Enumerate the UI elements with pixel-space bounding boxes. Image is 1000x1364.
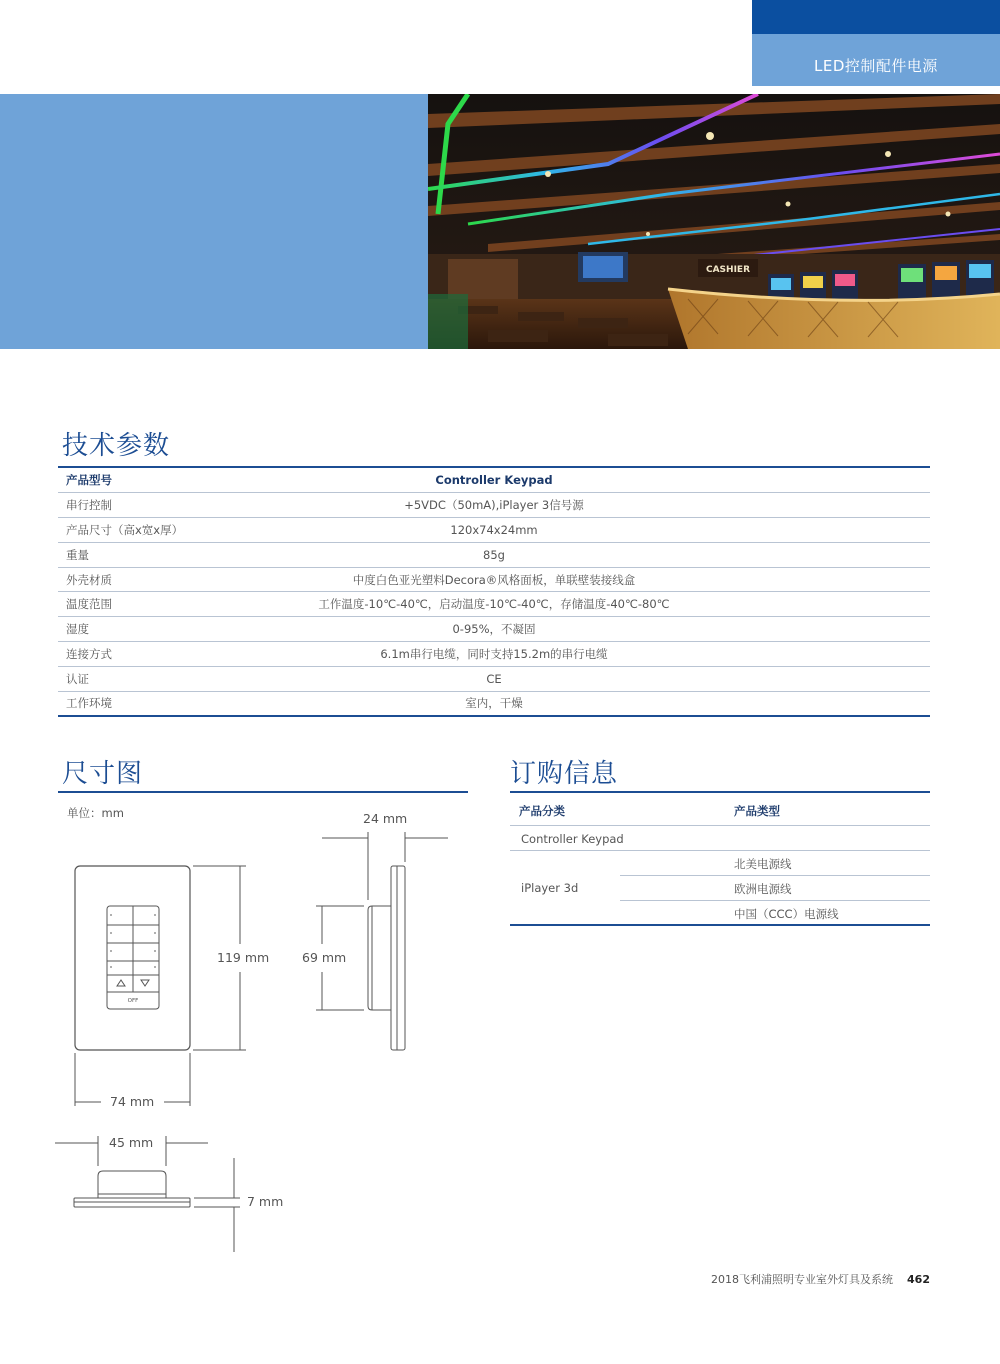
arrow-up-icon bbox=[117, 980, 125, 986]
spec-value: 工作温度-10℃-40℃，启动温度-10℃-40℃，存储温度-40℃-80℃ bbox=[268, 592, 930, 617]
width-dim-label: 74 mm bbox=[110, 1094, 155, 1109]
spec-key: 湿度 bbox=[58, 617, 268, 642]
order-col-category: 产品分类 bbox=[519, 804, 565, 818]
spec-value: 室内，干燥 bbox=[268, 691, 930, 716]
spec-value: 6.1m串行电缆，同时支持15.2m的串行电缆 bbox=[268, 642, 930, 667]
spec-head-value: Controller Keypad bbox=[268, 468, 930, 493]
spec-key: 温度范围 bbox=[58, 592, 268, 617]
dimension-section-title: 尺寸图 bbox=[62, 759, 144, 789]
order-col-type: 产品类型 bbox=[734, 804, 780, 818]
order-section-title: 订购信息 bbox=[510, 759, 619, 789]
order-type: 中国（CCC）电源线 bbox=[734, 907, 839, 921]
order-title-rule bbox=[510, 791, 930, 793]
keypad-side-plate bbox=[391, 866, 405, 1050]
order-type: 欧洲电源线 bbox=[734, 882, 792, 896]
order-row-divider bbox=[510, 850, 930, 851]
box-width-dim-label: 45 mm bbox=[109, 1135, 154, 1150]
spec-key: 外壳材质 bbox=[58, 567, 268, 592]
spec-key: 认证 bbox=[58, 666, 268, 691]
spec-value: +5VDC（50mA),iPlayer 3信号源 bbox=[268, 493, 930, 518]
spec-key: 产品尺寸（高x宽x厚） bbox=[58, 518, 268, 543]
spec-value: 0-95%，不凝固 bbox=[268, 617, 930, 642]
off-label: OFF bbox=[127, 998, 139, 1004]
spec-head-key: 产品型号 bbox=[58, 468, 268, 493]
thickness-dim-label: 7 mm bbox=[247, 1194, 284, 1209]
page-footer bbox=[711, 1271, 930, 1287]
unit-label: 单位：mm bbox=[67, 806, 124, 820]
tech-section-title: 技术参数 bbox=[62, 431, 171, 461]
inner-height-dim-label: 69 mm bbox=[302, 950, 347, 965]
spec-key: 重量 bbox=[58, 542, 268, 567]
depth-dim-label: 24 mm bbox=[363, 811, 408, 826]
spec-key: 工作环境 bbox=[58, 691, 268, 716]
height-dim-label: 119 mm bbox=[217, 950, 270, 965]
order-type: 北美电源线 bbox=[734, 857, 792, 871]
order-category: iPlayer 3d bbox=[521, 881, 579, 895]
spec-value: CE bbox=[268, 666, 930, 691]
cashier-sign: CASHIER bbox=[705, 265, 751, 275]
category-title: LED控制配件电源 bbox=[814, 57, 938, 75]
order-table-bottom-rule bbox=[510, 924, 930, 926]
arrow-down-icon bbox=[141, 980, 149, 986]
spec-key: 连接方式 bbox=[58, 642, 268, 667]
spec-value: 85g bbox=[268, 542, 930, 567]
order-row-divider bbox=[620, 900, 930, 901]
spec-value: 中度白色亚光塑料Decora®风格面板，单联壁装接线盒 bbox=[268, 567, 930, 592]
keypad-side-box bbox=[368, 906, 391, 1010]
order-category: Controller Keypad bbox=[521, 832, 624, 846]
footer-text: 2018飞利浦照明专业室外灯具及系统 bbox=[711, 1273, 894, 1286]
page-number: 462 bbox=[907, 1273, 930, 1286]
spec-key: 串行控制 bbox=[58, 493, 268, 518]
order-row-divider bbox=[620, 875, 930, 876]
spec-value: 120x74x24mm bbox=[268, 518, 930, 543]
table-header-row bbox=[510, 796, 930, 826]
